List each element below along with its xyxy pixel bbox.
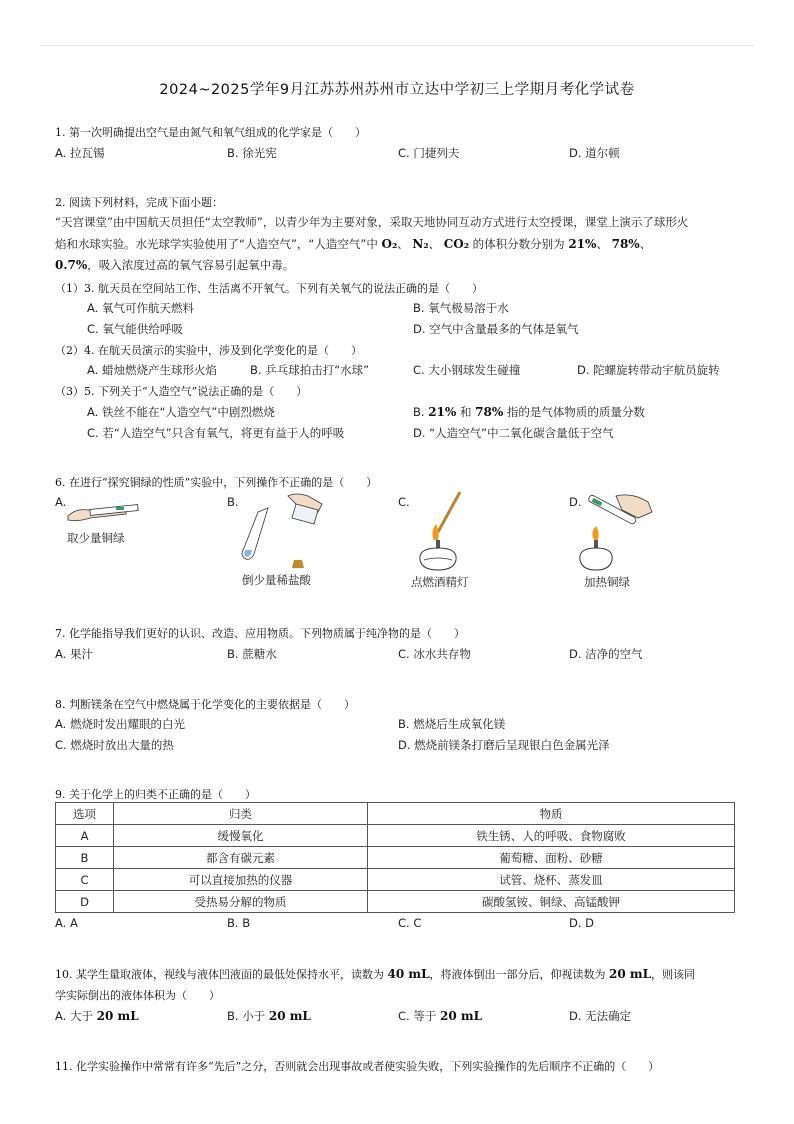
volume-20ml: 20 mL — [440, 1009, 483, 1023]
q2-sub3-stem: （3）5. 下列关于“人造空气”说法正确的是（ ） — [55, 385, 308, 398]
q2-passage-line1: “天宫课堂”由中国航天员担任“太空教师”，以青少年为主要对象，采取天地协同互动方式进行太空授课，课堂上演示了球形火 — [55, 215, 689, 229]
header-divider — [40, 45, 754, 46]
q6-caption-d: 加热铜绿 — [584, 575, 630, 589]
q4-option-c[interactable]: C. 大小钢球发生碰撞 — [413, 363, 521, 377]
q10-stem-line2: 学实际倒出的液体体积为（ ） — [55, 989, 220, 1002]
q3-option-a[interactable]: A. 氧气可作航天燃料 — [87, 301, 194, 315]
formula-o2: O₂ — [381, 237, 398, 251]
q10-stem — [55, 966, 695, 982]
q4-option-d[interactable]: D. 陀螺旋转带动宇航员旋转 — [577, 363, 720, 377]
page-title: 2024~2025学年9月江苏苏州苏州市立达中学初三上学期月考化学试卷 — [159, 82, 635, 98]
table-cell: C — [56, 869, 114, 891]
q5-option-d[interactable]: D. “人造空气”中二氧化碳含量低于空气 — [413, 426, 614, 440]
q10-option-c[interactable] — [398, 1008, 482, 1024]
table-header-cell: 选项 — [56, 803, 114, 825]
table-cell: 葡萄糖、面粉、砂糖 — [368, 847, 735, 869]
stem-text: ，则该同 — [651, 968, 696, 981]
q5-option-b[interactable] — [413, 404, 645, 420]
q9-option-d[interactable]: D. D — [569, 916, 595, 930]
table-cell: B — [56, 847, 114, 869]
table-header-row — [56, 803, 735, 825]
q6-option-a-letter[interactable]: A. — [55, 495, 67, 509]
q2-passage-line3 — [55, 257, 294, 273]
table-cell: 受热易分解的物质 — [114, 891, 368, 913]
q10-option-d[interactable]: D. 无法确定 — [569, 1009, 632, 1023]
stem-text: 10. 某学生量取液体，视线与液体凹液面的最低处保持水平，读数为 — [55, 968, 384, 981]
pour-hydrochloric-acid-illustration — [238, 490, 328, 580]
percent-78: 78% — [611, 237, 640, 251]
take-verdigris-illustration — [66, 496, 146, 526]
q1-stem: 1. 第一次明确提出空气是由氮气和氧气组成的化学家是（ ） — [55, 126, 366, 139]
stem-text: ，将液体倒出一部分后，仰视读数为 — [429, 968, 606, 981]
q4-option-b[interactable]: B. 乒乓球拍击打“水球” — [250, 363, 370, 377]
q9-option-a[interactable]: A. A — [55, 916, 78, 930]
q4-option-a[interactable]: A. 蜡烛燃烧产生球形火焰 — [87, 363, 217, 377]
table-row — [56, 869, 735, 891]
q8-option-c[interactable]: C. 燃烧时放出大量的热 — [55, 738, 174, 752]
table-cell: 碳酸氢铵、铜绿、高锰酸钾 — [368, 891, 735, 913]
q9-option-b[interactable]: B. B — [227, 916, 251, 930]
table-row — [56, 891, 735, 913]
table-cell: 都含有碳元素 — [114, 847, 368, 869]
percent-21: 21% — [428, 405, 457, 419]
q8-option-a[interactable]: A. 燃烧时发出耀眼的白光 — [55, 717, 185, 731]
option-text: A. 大于 — [55, 1009, 93, 1023]
percent-07: 0.7% — [55, 258, 88, 272]
option-label: B. — [413, 405, 425, 419]
q7-option-a[interactable]: A. 果汁 — [55, 647, 93, 661]
q6-caption-a: 取少量铜绿 — [67, 531, 125, 545]
q8-stem: 8. 判断镁条在空气中燃烧属于化学变化的主要依据是（ ） — [55, 698, 355, 711]
q1-option-c[interactable]: C. 门捷列夫 — [398, 146, 460, 160]
heat-verdigris-illustration — [576, 488, 656, 574]
volume-20ml: 20 mL — [268, 1009, 311, 1023]
q7-option-c[interactable]: C. 冰水共存物 — [398, 647, 471, 661]
volume-40ml: 40 mL — [387, 967, 430, 981]
table-cell: 试管、烧杯、蒸发皿 — [368, 869, 735, 891]
q2-sub2-stem: （2）4. 在航天员演示的实验中，涉及到化学变化的是（ ） — [55, 344, 362, 357]
q3-option-b[interactable]: B. 氧气极易溶于水 — [413, 301, 509, 315]
q3-option-c[interactable]: C. 氧气能供给呼吸 — [87, 322, 183, 336]
option-text: C. 等于 — [398, 1009, 437, 1023]
passage-text: 焰和水球实验。水光球学实验使用了“人造空气”，“人造空气”中 — [55, 237, 378, 251]
q7-option-b[interactable]: B. 蔗糖水 — [227, 647, 277, 661]
option-text: 指的是气体物质的质量分数 — [506, 405, 645, 419]
q5-option-a[interactable]: A. 铁丝不能在“人造空气”中剧烈燃烧 — [87, 405, 275, 419]
q2-stem: 2. 阅读下列材料，完成下面小题： — [55, 196, 223, 209]
q5-option-c[interactable]: C. 若“人造空气”只含有氧气，将更有益于人的呼吸 — [87, 426, 345, 440]
q1-option-d[interactable]: D. 道尔顿 — [569, 146, 620, 160]
table-cell: 铁生锈、人的呼吸、食物腐败 — [368, 825, 735, 847]
formula-n2: N₂ — [412, 237, 429, 251]
q2-passage-line2: 焰和水球实验。水光球学实验使用了“人造空气”，“人造空气”中 O₂、 N₂、 CO₂ 的体积分数分别为 21%、 78%、 — [55, 237, 652, 251]
option-text: 和 — [459, 405, 472, 419]
volume-20ml: 20 mL — [609, 967, 652, 981]
percent-21: 21% — [568, 237, 597, 251]
table-header-cell: 归类 — [114, 803, 368, 825]
table-cell: D — [56, 891, 114, 913]
table-row — [56, 825, 735, 847]
q6-stem: 6. 在进行“探究铜绿的性质”实验中，下列操作不正确的是（ ） — [55, 476, 378, 489]
table-cell: 缓慢氧化 — [114, 825, 368, 847]
q11-stem: 11. 化学实验操作中常常有许多“先后”之分，否则就会出现事故或者使实验失败，下列实验操作的先后顺序不正确的（ ） — [55, 1060, 660, 1073]
q2-sub1-stem: （1）3. 航天员在空间站工作、生活离不开氧气。下列有关氧气的说法正确的是（ ） — [55, 282, 483, 295]
q3-option-d[interactable]: D. 空气中含量最多的气体是氧气 — [413, 322, 579, 336]
q9-stem: 9. 关于化学上的归类不正确的是（ ） — [55, 788, 256, 801]
q8-option-d[interactable]: D. 燃烧前镁条打磨后呈现银白色金属光泽 — [398, 738, 610, 752]
q1-option-a[interactable]: A. 拉瓦锡 — [55, 146, 105, 160]
q6-option-d-letter[interactable]: D. — [569, 495, 582, 509]
q1-option-b[interactable]: B. 徐光宪 — [227, 146, 277, 160]
q9-option-c[interactable]: C. C — [398, 916, 422, 930]
q9-classification-table — [55, 802, 735, 913]
q6-caption-b: 倒少量稀盐酸 — [242, 573, 311, 587]
formula-co2: CO₂ — [443, 237, 470, 251]
table-row — [56, 847, 735, 869]
q6-caption-c: 点燃酒精灯 — [411, 575, 469, 589]
q10-option-a[interactable] — [55, 1008, 139, 1024]
q7-option-d[interactable]: D. 洁净的空气 — [569, 647, 643, 661]
passage-text: 的体积分数分别为 — [472, 237, 565, 251]
q7-stem: 7. 化学能指导我们更好的认识、改造、应用物质。下列物质属于纯净物的是（ ） — [55, 627, 465, 640]
light-alcohol-lamp-illustration — [410, 488, 470, 574]
percent-78: 78% — [475, 405, 504, 419]
q6-option-c-letter[interactable]: C. — [398, 495, 410, 509]
passage-text: ，吸入浓度过高的氧气容易引起氧中毒。 — [87, 258, 295, 272]
q6-option-b-letter[interactable]: B. — [227, 495, 239, 509]
table-cell: 可以直接加热的仪器 — [114, 869, 368, 891]
q10-option-b[interactable] — [227, 1008, 311, 1024]
option-text: B. 小于 — [227, 1009, 266, 1023]
q8-option-b[interactable]: B. 燃烧后生成氧化镁 — [398, 717, 506, 731]
table-cell: A — [56, 825, 114, 847]
volume-20ml: 20 mL — [96, 1009, 139, 1023]
table-header-cell: 物质 — [368, 803, 735, 825]
